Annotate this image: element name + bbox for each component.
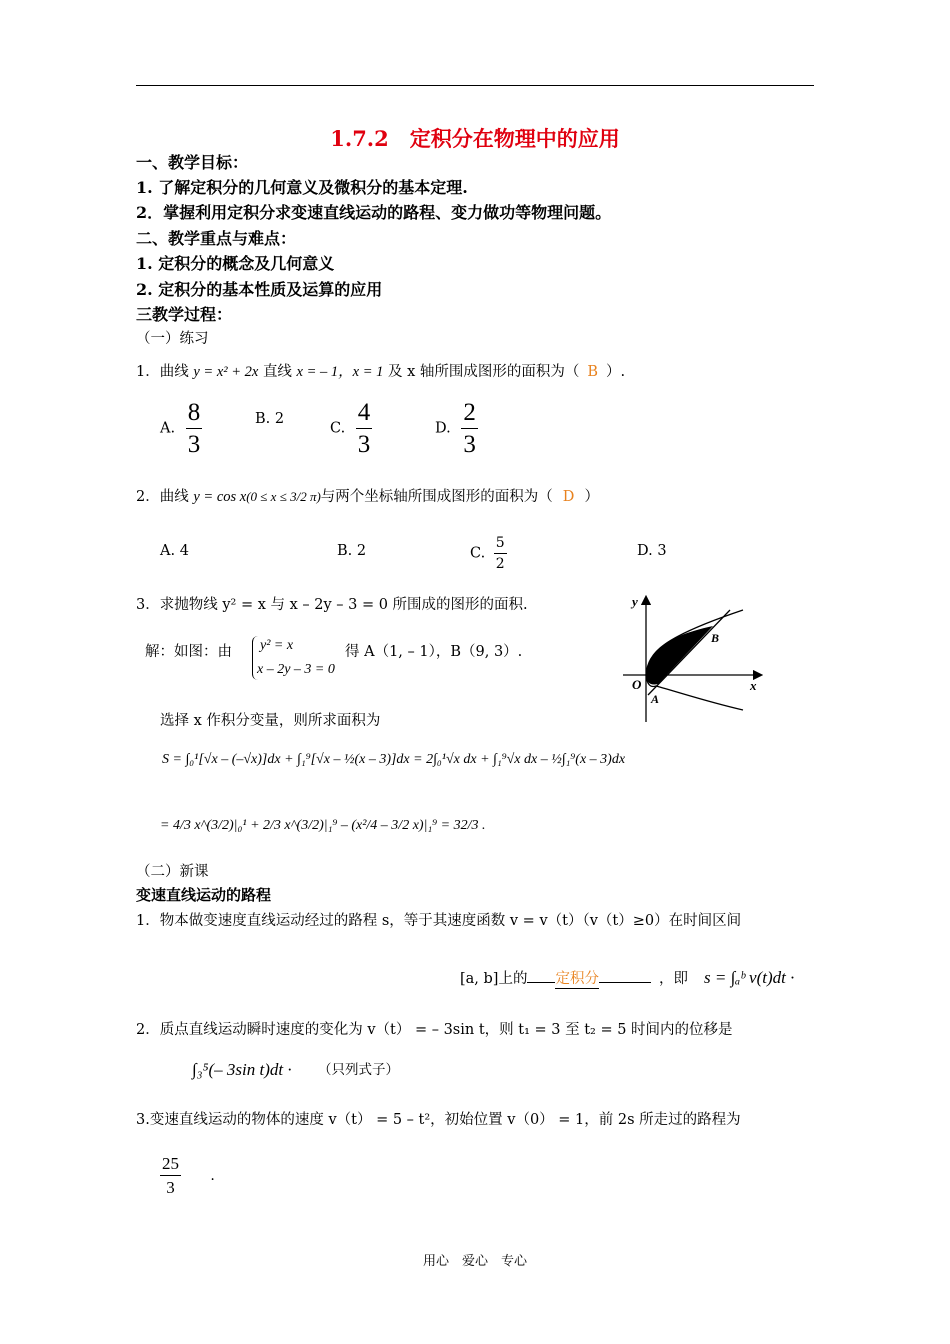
question-1: 1．曲线 y = x² + 2x 直线 x = – 1，x = 1 及 x 轴所围成图形的面积为（ B ）. <box>136 364 626 380</box>
graph-o-label: O <box>632 677 642 692</box>
new-item-3: 3.变速直线运动的物体的速度 v（t） = 5 – t²，初始位置 v（0） = 1，前 2s 所走过的路程为 <box>136 1112 741 1128</box>
question-3: 3．求抛物线 y² = x 与 x – 2y – 3 = 0 所围成的图形的面积. <box>136 597 528 613</box>
new-item-3-answer: $\frac{25}{3}$ . <box>162 1154 215 1197</box>
part-new-lesson: （二）新课 <box>136 864 209 880</box>
q2-answer: D <box>562 489 575 505</box>
q3-solution: 解：如图：由 <box>145 644 232 660</box>
q1-option-d: D. $\frac{2}{3}$ <box>435 399 476 458</box>
new-item-1: 1．物本做变速度直线运动经过的路程 s，等于其速度函数 v = v（t）（v（t）≥0）在时间区间 <box>136 913 742 929</box>
system-eq-2: x – 2y – 3 = 0 <box>257 662 335 677</box>
section-objectives: 一、教学目标： <box>136 153 249 172</box>
graph-a-label: A <box>651 692 660 706</box>
graph-x-label: x <box>750 678 757 693</box>
graph-y-label: y <box>632 594 638 609</box>
q3-formula-1: S = ∫₀¹[√x – (–√x)]dx + ∫₁⁹[√x – ½(x – 3)]dx = 2∫₀¹√x dx + ∫₁⁹√x dx – ½∫₁⁹(x – 3)dx <box>162 752 626 767</box>
page-footer: 用心 爱心 专心 <box>422 1254 527 1269</box>
q2-option-b: B. 2 <box>337 543 367 559</box>
q2-option-a: A. 4 <box>160 543 189 559</box>
new-item-2-formula: ∫₃⁵(– 3sin t)dt · <box>192 1060 292 1079</box>
parabola-line-graph <box>618 592 768 727</box>
new-item-2: 2．质点直线运动瞬时速度的变化为 v（t） = – 3sin t，则 t₁ = 3 至 t₂ = 5 时间内的位移是 <box>136 1022 733 1038</box>
system-eq-1: y² = x <box>260 638 294 653</box>
page-title: 1.7.2 定积分在物理中的应用 <box>330 126 620 151</box>
blank-answer: 定积分 <box>555 967 599 989</box>
q3-formula-2: = 4/3 x^(3/2)|₀¹ + 2/3 x^(3/2)|₁⁹ – (x²/4 – 3/2 x)|₁⁹ = 32/3 . <box>160 818 486 833</box>
subsection-title: 变速直线运动的路程 <box>136 886 272 904</box>
header-rule <box>136 85 814 86</box>
graph-b-label: B <box>711 631 720 645</box>
keypoint-2: 2. 定积分的基本性质及运算的应用 <box>136 280 383 299</box>
goal-2: 2．掌握利用定积分求变速直线运动的路程、变力做功等物理问题。 <box>136 203 612 222</box>
q2-option-d: D. 3 <box>637 543 667 559</box>
q2-option-c: C. $\frac{5}{2}$ <box>470 535 505 572</box>
q3-points: 得 A（1, – 1），B（9, 3）. <box>345 644 523 660</box>
new-item-1-cont: [a, b]上的 定积分 ，即 <box>460 967 688 989</box>
section-keypoints: 二、教学重点与难点： <box>136 229 297 248</box>
keypoint-1: 1. 定积分的概念及几何意义 <box>136 254 335 273</box>
new-item-2-note: （只列式子） <box>318 1062 399 1078</box>
question-2: 2．曲线 y = cos x(0 ≤ x ≤ 3/2 π)与两个坐标轴所围成图形的面积为（ D ） <box>136 489 599 505</box>
section-process: 三教学过程： <box>136 305 233 324</box>
q1-answer: B <box>587 364 599 380</box>
q1-option-a: A. $\frac{8}{3}$ <box>160 399 201 458</box>
q1-option-b: B. 2 <box>255 411 285 427</box>
new-item-1-formula: s = ∫ₐᵇ v(t)dt · <box>704 968 795 987</box>
goal-1: 1. 了解定积分的几何意义及微积分的基本定理. <box>136 178 468 197</box>
part-practice: （一）练习 <box>136 331 209 347</box>
q3-choose: 选择 x 作积分变量，则所求面积为 <box>160 713 381 729</box>
q1-option-c: C. $\frac{4}{3}$ <box>330 399 371 458</box>
